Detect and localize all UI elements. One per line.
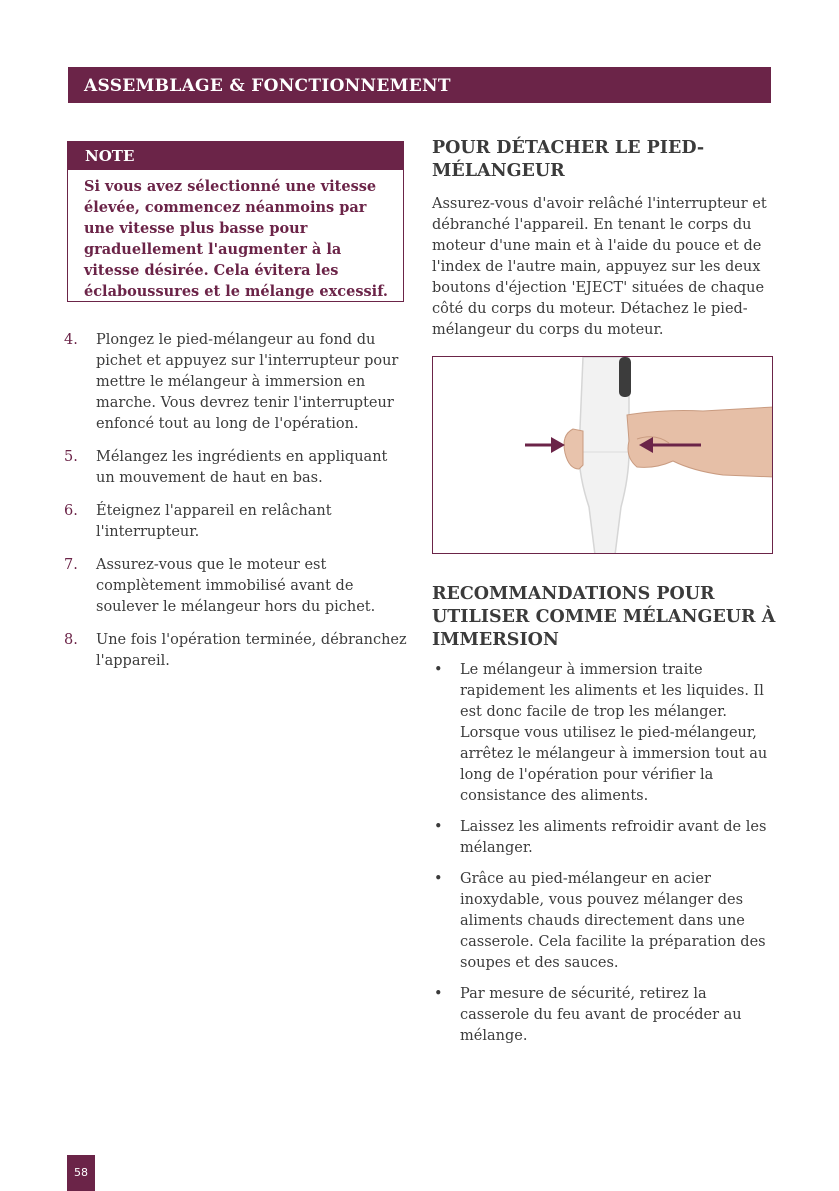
step-number: 7. [64,557,78,573]
bullet-text: Le mélangeur à immersion traite rapidement les aliments et les liquides. Il est donc facile de trop les mélanger. Lorsque vous utilisez le pied-mélangeur, arrêtez le mélangeur à immersion tout au long de l'opération pour vérifier la consistance des aliments. [460,662,768,804]
step-item [64,447,409,489]
list-item [432,869,777,974]
step-text: Plongez le pied-mélangeur au fond du pichet et appuyez sur l'interrupteur pour mettre le mélangeur à immersion en marche. Vous devrez tenir l'interrupteur enfoncé tout au long de l'opération. [96,332,399,432]
note-text: Si vous avez sélectionné une vitesse élevée, commencez néanmoins par une vitesse plus basse pour graduellement l'augmenter à la vitesse désirée. Cela évitera les éclaboussures et le mélange excessif. [84,178,388,300]
list-item [432,817,777,859]
step-text: Assurez-vous que le moteur est complètement immobilisé avant de soulever le mélangeur hors du pichet. [96,557,376,615]
bullet: • [434,986,443,1002]
step-item [64,555,409,618]
page-number: 58 [67,1155,95,1191]
note-title: NOTE [68,142,403,170]
arrow-left-head [551,437,565,453]
step-item [64,501,409,543]
section-header: ASSEMBLAGE & FONCTIONNEMENT [68,67,771,103]
blender-hand-illustration [433,357,773,554]
list-item [432,660,777,807]
detach-heading-line: POUR DÉTACHER LE PIED- [432,138,705,158]
step-text: Mélangez les ingrédients en appliquant un mouvement de haut en bas. [96,449,388,486]
step-number: 5. [64,449,78,465]
bullet: • [434,662,443,678]
step-item [64,330,409,435]
step-number: 6. [64,503,78,519]
detach-heading-line: MÉLANGEUR [432,161,565,181]
recommendations-heading-line: RECOMMANDATIONS POUR [432,584,715,604]
step-text: Éteignez l'appareil en relâchant l'interrupteur. [96,503,332,540]
eject-illustration [432,356,773,554]
bullet-text: Laissez les aliments refroidir avant de les mélanger. [460,819,767,856]
bullet-text: Grâce au pied-mélangeur en acier inoxydable, vous pouvez mélanger des aliments chauds directement dans une casserole. Cela facilite la préparation des soupes et des sauces. [460,871,766,971]
note-box [67,141,404,302]
recommendations-heading [432,583,775,652]
step-item [64,630,409,672]
step-number: 8. [64,632,78,648]
detach-heading [432,137,704,183]
detach-paragraph: Assurez-vous d'avoir relâché l'interrupteur et débranché l'appareil. En tenant le corps du moteur d'une main et à l'aide du pouce et de l'index de l'autre main, appuyez sur les deux boutons d'éjection 'EJECT' situées de chaque côté du corps du moteur. Détachez le pied-mélangeur du corps du moteur. [432,196,767,338]
list-item [432,984,777,1047]
bullet-text: Par mesure de sécurité, retirez la casserole du feu avant de procéder au mélange. [460,986,742,1044]
step-text: Une fois l'opération terminée, débranchez l'appareil. [96,632,407,669]
steps-list [64,330,409,684]
recommendations-heading-line: UTILISER COMME MÉLANGEUR À [432,607,776,627]
step-number: 4. [64,332,78,348]
bullet: • [434,819,443,835]
recommendations-heading-line: IMMERSION [432,630,559,650]
bullet: • [434,871,443,887]
left-finger [564,429,583,469]
switch-strip [619,357,631,397]
recommendations-list [432,660,777,1057]
